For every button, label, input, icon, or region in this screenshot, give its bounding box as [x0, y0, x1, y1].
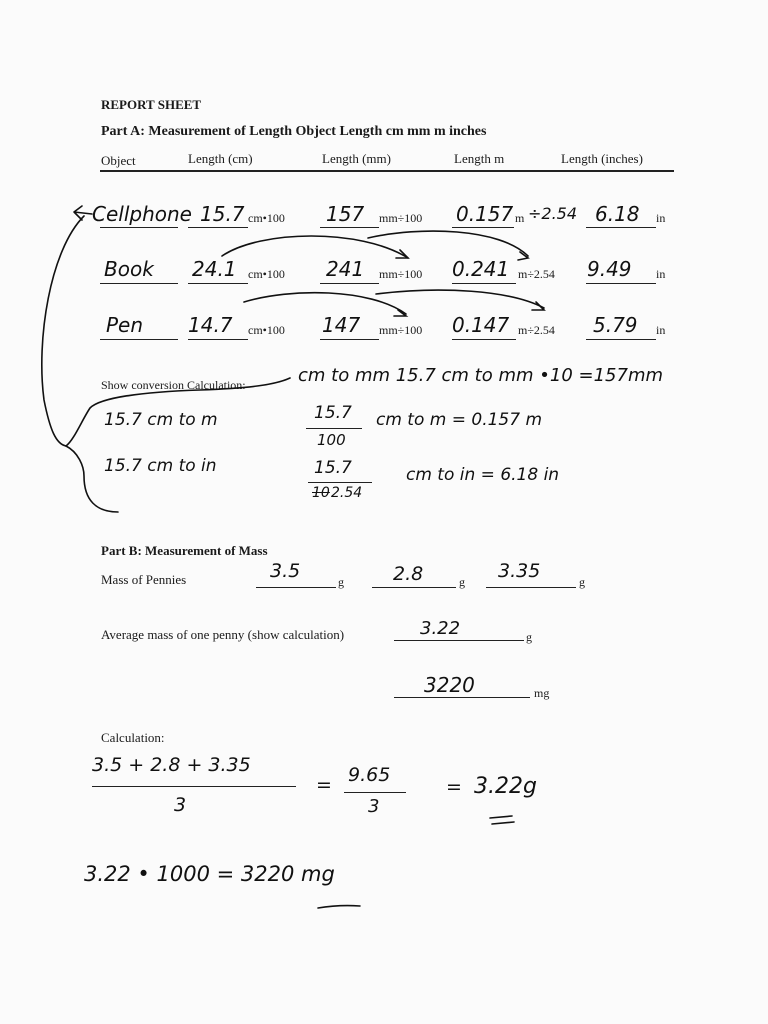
row-mm-value: 157: [326, 202, 365, 226]
conversion-line-2-numerator: 15.7: [314, 403, 352, 423]
conversion-line-2-left: 15.7 cm to m: [104, 410, 218, 430]
row-m-value: 0.147: [452, 313, 510, 337]
arrow-cm-to-mm-row3: [244, 293, 406, 314]
conversion-line-3-left: 15.7 cm to in: [104, 456, 217, 476]
row-in-value: 5.79: [593, 313, 638, 337]
unit-in: in: [656, 267, 666, 281]
bracket-curve-top: [42, 216, 84, 446]
calc-numerator: 3.5 + 2.8 + 3.35: [92, 754, 251, 776]
calculation-label: Calculation:: [101, 730, 165, 745]
column-object: Object: [101, 153, 136, 168]
row-in-value: 6.18: [595, 202, 640, 226]
conversion-line-3-struck-denominator: 10: [312, 485, 330, 501]
part-b-title: Part B: Measurement of Mass: [101, 543, 268, 558]
row-in-value: 9.49: [587, 257, 632, 281]
underline-result-mg: [318, 906, 360, 908]
calc-mid-numerator: 9.65: [348, 764, 391, 786]
column-length-inches: Length (inches): [561, 151, 643, 166]
unit-g: g: [459, 575, 465, 589]
penny-mass-2: 2.8: [393, 563, 424, 585]
average-label: Average mass of one penny (show calculation): [101, 627, 345, 642]
conversion-line-3-numerator: 15.7: [314, 458, 352, 478]
conversion-line-2-right: cm to m = 0.157 m: [376, 410, 543, 430]
unit-g: g: [338, 575, 344, 589]
row-mm-value: 241: [326, 257, 365, 281]
column-length-m: Length m: [454, 151, 505, 166]
row-mm-value: 147: [322, 313, 361, 337]
unit-m: m÷2.54: [518, 323, 555, 337]
calc-mg-conversion: 3.22 • 1000 = 3220 mg: [84, 862, 335, 886]
unit-m: m÷2.54: [518, 267, 555, 281]
conversion-line-1: cm to mm 15.7 cm to mm •10 =157mm: [298, 365, 664, 386]
calc-equals-2: =: [446, 776, 462, 798]
unit-in: in: [656, 323, 666, 337]
row-m-value: 0.157: [456, 202, 514, 226]
row-object-cellphone: Cellphone: [92, 202, 192, 226]
unit-cm: cm•100: [248, 267, 285, 281]
row-cm-value: 15.7: [200, 202, 245, 226]
row-cm-value: 24.1: [192, 257, 237, 281]
unit-mm: mm÷100: [379, 323, 423, 337]
unit-in: in: [656, 211, 666, 225]
double-underline-result: [490, 816, 514, 824]
conversion-line-3-right: cm to in = 6.18 in: [406, 465, 560, 485]
part-a-title: Part A: Measurement of Length Object Length cm mm m inches: [101, 124, 487, 139]
calc-equals-1: =: [316, 774, 332, 796]
pennies-label: Mass of Pennies: [101, 572, 187, 587]
bracket-curve-lower: [66, 446, 118, 512]
calc-mid-denominator: 3: [368, 796, 380, 817]
average-g-value: 3.22: [420, 618, 461, 639]
written-div-254: ÷2.54: [528, 204, 578, 223]
penny-mass-1: 3.5: [270, 560, 301, 582]
unit-mm: mm÷100: [379, 267, 423, 281]
column-length-cm: Length (cm): [188, 151, 253, 166]
unit-g: g: [579, 575, 585, 589]
unit-g: g: [526, 630, 532, 644]
conversion-line-3-denominator: 2.54: [331, 485, 363, 501]
column-length-mm: Length (mm): [322, 151, 391, 166]
unit-cm: cm•100: [248, 323, 285, 337]
conversion-line-2-denominator: 100: [317, 431, 346, 449]
arrow-mm-to-m-row3: [376, 290, 544, 308]
unit-cm: cm•100: [248, 211, 285, 225]
calc-result: 3.22g: [474, 774, 537, 799]
arrow-mm-to-m-row2: [368, 231, 528, 256]
report-title: REPORT SHEET: [101, 97, 202, 112]
arrow-cm-to-mm-row2: [222, 236, 408, 258]
row-object-book: Book: [104, 257, 154, 281]
arrow-head: [518, 252, 528, 260]
average-mg-value: 3220: [424, 673, 475, 697]
row-m-value: 0.241: [452, 257, 510, 281]
calc-denominator: 3: [174, 794, 187, 816]
row-object-pen: Pen: [106, 313, 144, 337]
unit-mg: mg: [534, 686, 550, 700]
unit-m: m: [515, 211, 525, 225]
bracket-curve-upper: [66, 378, 290, 446]
unit-mm: mm÷100: [379, 211, 423, 225]
penny-mass-3: 3.35: [498, 560, 541, 582]
conversion-label: Show conversion Calculation:: [101, 378, 246, 392]
row-cm-value: 14.7: [188, 313, 233, 337]
